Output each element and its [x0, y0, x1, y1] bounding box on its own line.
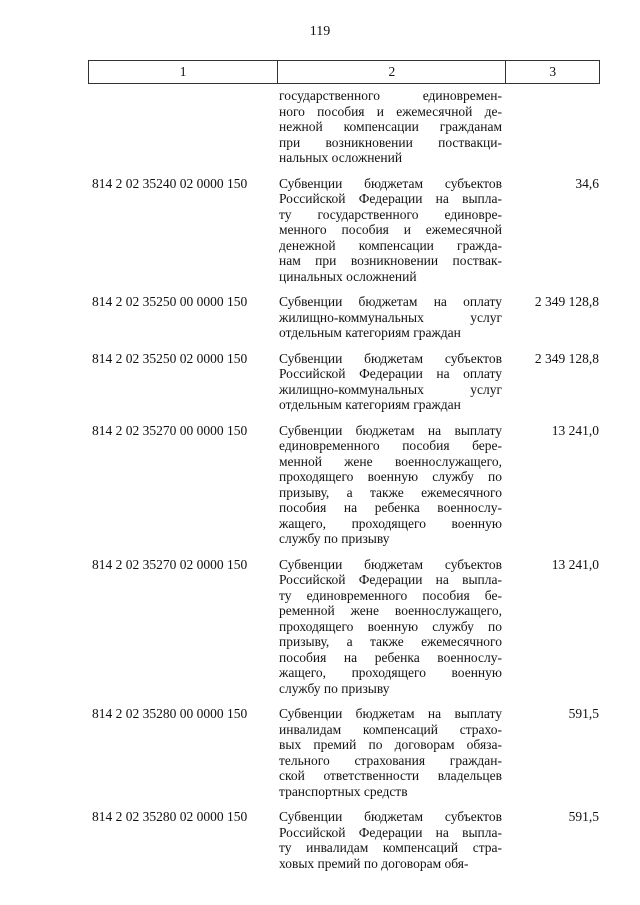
table-row — [0, 294, 640, 351]
description-line: тельного страхования граждан- — [279, 752, 502, 768]
column-header-3: 3 — [505, 61, 599, 83]
description-line: ту инвалидам компенсаций стра- — [279, 840, 502, 855]
description-line: при возникновении поствакци- — [279, 134, 502, 150]
description — [279, 294, 502, 341]
amount: 2 349 128,8 — [534, 350, 599, 366]
description — [279, 423, 502, 547]
description-line: проходящего военную службу по — [279, 469, 502, 484]
description — [279, 88, 502, 166]
description-line: нам при возникновении поствак- — [279, 253, 502, 268]
description-line: ту единовременного пособия бе- — [279, 587, 502, 603]
description-line: ременной жене военнослужащего, — [279, 603, 502, 618]
description-line: менной жене военнослужащего, — [279, 453, 502, 469]
amount: 591,5 — [568, 706, 599, 721]
description-line: Российской Федерации на выпла- — [279, 191, 502, 206]
table-row — [0, 351, 640, 423]
description-line: Субвенции бюджетам на выплату — [279, 422, 502, 438]
description-line: единовременного пособия бере- — [279, 438, 502, 453]
description — [279, 809, 502, 871]
table-row — [0, 557, 640, 707]
budget-code: 814 2 02 35270 00 0000 150 — [92, 422, 248, 438]
description-line: Российской Федерации на выпла- — [279, 824, 502, 840]
page-number: 119 — [309, 24, 331, 39]
description-line: пособия на ребенка военнослу- — [279, 649, 502, 665]
description-line: жащего, проходящего военную — [279, 515, 502, 531]
budget-code: 814 2 02 35280 00 0000 150 — [92, 706, 248, 721]
description-line: Субвенции бюджетам на выплату — [279, 706, 502, 721]
description-line: ховых премий по договорам обя- — [279, 855, 469, 871]
description-line: вых премий по договорам обяза- — [279, 737, 502, 752]
description-line: Российской Федерации на оплату — [279, 366, 502, 381]
table-row — [0, 88, 640, 176]
description-line: транспортных средств — [279, 783, 408, 799]
description-line: призыву, а также ежемесячного — [279, 634, 502, 649]
table-body — [0, 88, 640, 881]
description-line: Субвенции бюджетам субъектов — [279, 175, 502, 191]
budget-code: 814 2 02 35250 02 0000 150 — [92, 350, 248, 366]
table-row — [0, 176, 640, 295]
description-line: отдельным категориям граждан — [279, 325, 461, 340]
description-line: ту государственного единовре- — [279, 206, 502, 222]
table-row — [0, 809, 640, 881]
description-line: службу по призыву — [279, 680, 390, 696]
description — [279, 706, 502, 799]
description-line: цинальных осложнений — [279, 268, 417, 284]
amount: 13 241,0 — [551, 422, 599, 438]
description-line: государственного единовремен- — [279, 88, 502, 103]
table-row — [0, 706, 640, 809]
budget-code: 814 2 02 35250 00 0000 150 — [92, 294, 248, 309]
description — [279, 351, 502, 413]
description-line: Российской Федерации на выпла- — [279, 572, 502, 587]
description-line: службу по призыву — [279, 531, 390, 546]
amount: 13 241,0 — [551, 556, 599, 572]
description-line: менного пособия и ежемесячной — [279, 222, 502, 237]
description-line: отдельным категориям граждан — [279, 397, 461, 412]
description-line: Субвенции бюджетам субъектов — [279, 350, 502, 366]
description-line: проходящего военную службу по — [279, 618, 502, 634]
amount: 591,5 — [568, 809, 599, 824]
description-line: денежной компенсации гражда- — [279, 237, 502, 253]
amount: 34,6 — [575, 175, 599, 191]
budget-code: 814 2 02 35280 02 0000 150 — [92, 809, 248, 824]
description-line: жилищно-коммунальных услуг — [279, 381, 502, 397]
description — [279, 176, 502, 285]
description-line: нежной компенсации гражданам — [279, 119, 502, 134]
amount: 2 349 128,8 — [534, 294, 599, 309]
description-line: Субвенции бюджетам субъектов — [279, 809, 502, 824]
budget-code: 814 2 02 35270 02 0000 150 — [92, 556, 248, 572]
table-row — [0, 423, 640, 557]
description-line: Субвенции бюджетам субъектов — [279, 556, 502, 572]
description-line: жилищно-коммунальных услуг — [279, 309, 502, 325]
description-line: Субвенции бюджетам на оплату — [279, 294, 502, 309]
description-line: ской ответственности владельцев — [279, 768, 502, 783]
description — [279, 557, 502, 697]
description-line: пособия на ребенка военнослу- — [279, 500, 502, 515]
description-line: инвалидам компенсаций страхо- — [279, 721, 502, 737]
description-line: призыву, а также ежемесячного — [279, 484, 502, 500]
description-line: ного пособия и ежемесячной де- — [279, 103, 502, 119]
budget-code: 814 2 02 35240 02 0000 150 — [92, 175, 248, 191]
column-header-1: 1 — [179, 64, 187, 79]
description-line: нальных осложнений — [279, 150, 403, 165]
table-header — [88, 60, 600, 84]
description-line: жащего, проходящего военную — [279, 665, 502, 680]
column-header-2: 2 — [277, 61, 505, 83]
